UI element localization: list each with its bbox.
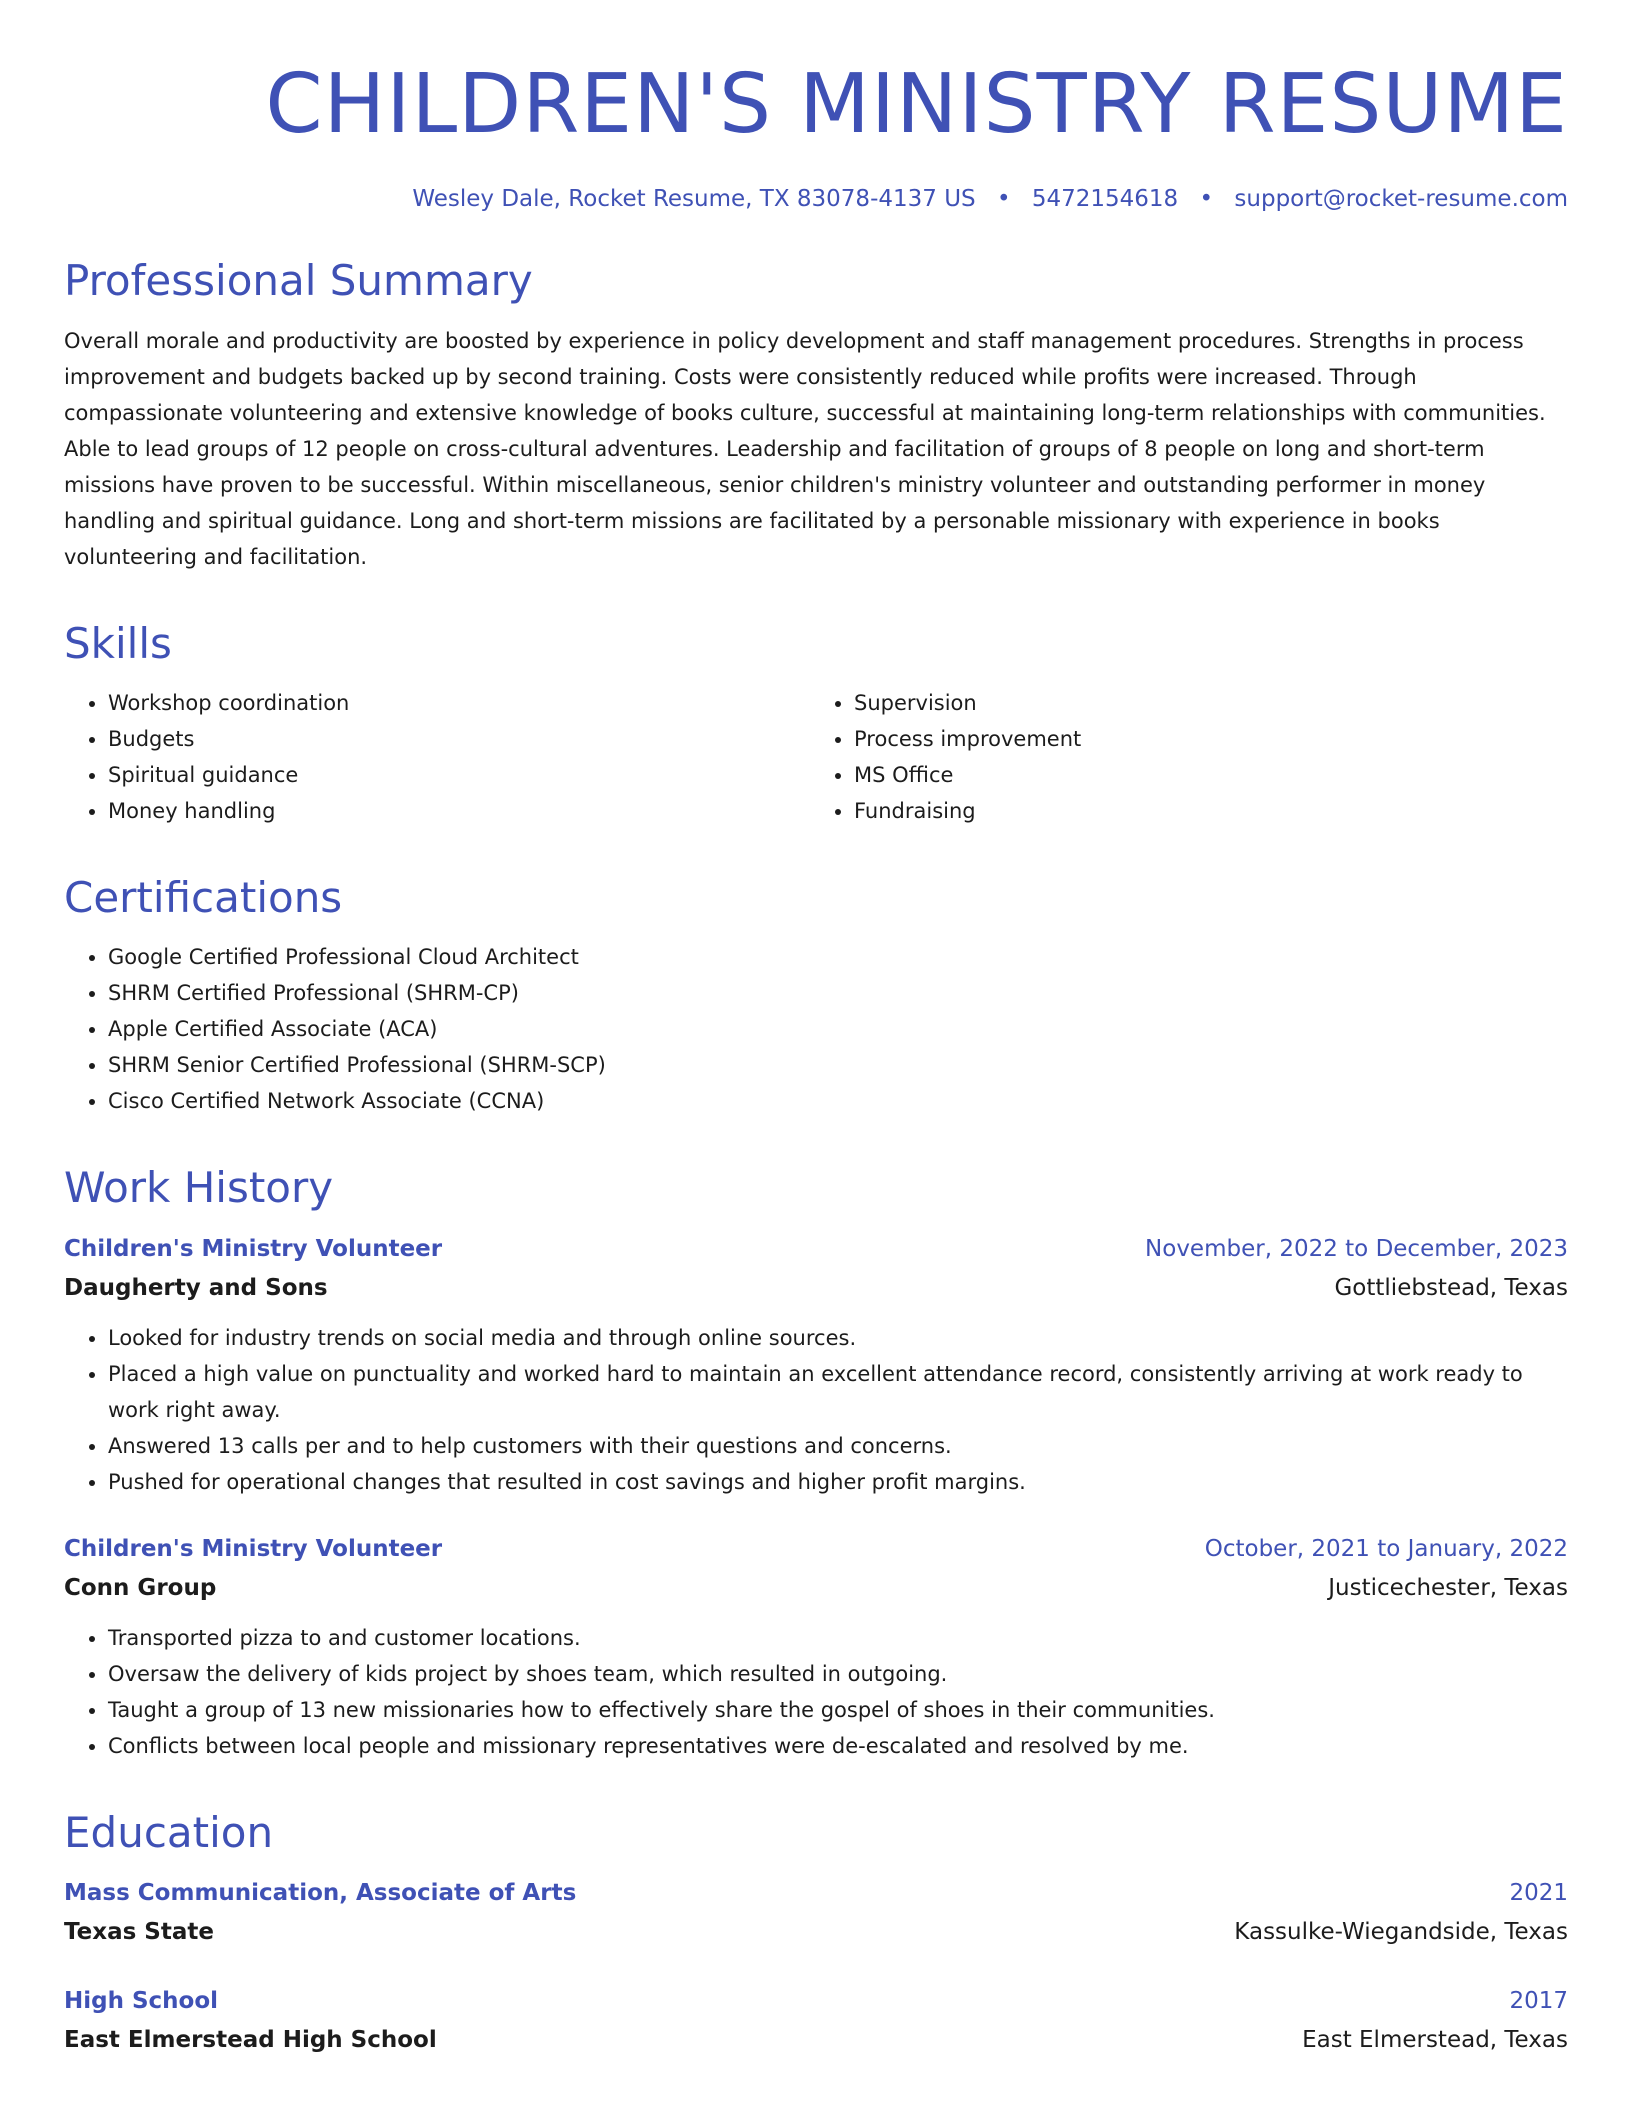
job-dates: October, 2021 to January, 2022 — [1204, 1535, 1568, 1562]
summary-text: Overall morale and productivity are boosted by experience in policy development and staff management procedures. Strengths in process improvement and budgets backed up by second training. Costs were consistently reduced while profits were increased. Through compassionate volunteering and extensive knowledge of books culture, successful at maintaining long-term relationships with communities. Able to lead groups of 12 people on cross-cultural adventures. Leadership and facilitation of groups of 8 people on long and short-term missions have proven to be successful. Within miscellaneous, senior children's ministry volunteer and outstanding performer in money handling and spiritual guidance. Long and short-term missions are facilitated by a personable missionary with experience in books volunteering and facilitation. — [64, 328, 1546, 569]
school-location: East Elmerstead, Texas — [1302, 2027, 1568, 2054]
job-company: Daugherty and Sons — [64, 1274, 328, 1301]
degree-title: High School — [64, 1988, 219, 2015]
skills-grid — [64, 685, 1568, 829]
contact-separator: • — [996, 186, 1011, 213]
contact-separator: • — [1199, 186, 1214, 213]
job-location: Gottliebstead, Texas — [1334, 1274, 1568, 1301]
skills-list-left — [64, 685, 822, 829]
certification-item: • Cisco Certified Network Associate (CCNA) — [108, 1083, 1568, 1119]
education-heading: Education — [64, 1807, 274, 1857]
contact-phone: 5472154618 — [1031, 186, 1179, 213]
graduation-year: 2021 — [1509, 1880, 1568, 1907]
degree-title: Mass Communication, Associate of Arts — [64, 1880, 577, 1907]
job-title: Children's Ministry Volunteer — [64, 1235, 443, 1262]
skills-list-right — [810, 685, 1568, 829]
job-duty-item: • Conflicts between local people and missionary representatives were de-escalated and resolved by me. — [108, 1728, 1568, 1764]
certification-item: • Apple Certified Associate (ACA) — [108, 1011, 1568, 1047]
education-entry-header — [64, 1874, 1568, 1912]
certification-item: • SHRM Senior Certified Professional (SHRM-SCP) — [108, 1047, 1568, 1083]
education-entry-subheader — [64, 1912, 1568, 1952]
job-duty-item: • Looked for industry trends on social media and through online sources. — [108, 1320, 1568, 1356]
skill-item: • Fundraising — [854, 793, 1568, 829]
job-duty-item: • Pushed for operational changes that resulted in cost savings and higher profit margins. — [108, 1464, 1568, 1500]
education-entry — [64, 1982, 1568, 2060]
job-duties-list — [64, 1320, 1568, 1500]
skill-item: • Money handling — [108, 793, 822, 829]
contact-line — [64, 186, 1568, 212]
school-name: East Elmerstead High School — [64, 2027, 437, 2054]
skill-item: • Workshop coordination — [108, 685, 822, 721]
certifications-heading: Certifications — [64, 873, 343, 923]
certification-item: • Google Certified Professional Cloud Architect — [108, 939, 1568, 975]
work-entry-header — [64, 1230, 1568, 1268]
education-entry-header — [64, 1982, 1568, 2020]
graduation-year: 2017 — [1509, 1988, 1568, 2015]
education-entry — [64, 1874, 1568, 1952]
skill-item: • Budgets — [108, 721, 822, 757]
skill-item: • Spiritual guidance — [108, 757, 822, 793]
job-title: Children's Ministry Volunteer — [64, 1535, 443, 1562]
work-entry-subheader — [64, 1268, 1568, 1308]
school-location: Kassulke-Wiegandside, Texas — [1234, 1919, 1568, 1946]
skills-heading: Skills — [64, 618, 172, 668]
job-dates: November, 2022 to December, 2023 — [1145, 1235, 1568, 1262]
contact-address: Wesley Dale, Rocket Resume, TX 83078-4137 US — [412, 186, 976, 213]
school-name: Texas State — [64, 1919, 214, 1946]
job-duty-item: • Taught a group of 13 new missionaries how to effectively share the gospel of shoes in their communities. — [108, 1692, 1568, 1728]
work-entry-subheader — [64, 1568, 1568, 1608]
education-entry-subheader — [64, 2020, 1568, 2060]
job-duty-item: • Oversaw the delivery of kids project by shoes team, which resulted in outgoing. — [108, 1656, 1568, 1692]
work-entry — [64, 1530, 1568, 1764]
job-company: Conn Group — [64, 1574, 217, 1601]
work-history-heading: Work History — [64, 1163, 334, 1213]
summary-heading: Professional Summary — [64, 256, 533, 306]
job-duty-item: • Placed a high value on punctuality and worked hard to maintain an excellent attendance record, consistently arriving at work ready to work right away. — [108, 1356, 1568, 1428]
skill-item: • Supervision — [854, 685, 1568, 721]
skill-item: • Process improvement — [854, 721, 1568, 757]
page-title: CHILDREN'S MINISTRY RESUME — [265, 57, 1568, 152]
contact-email: support@rocket-resume.com — [1234, 186, 1568, 213]
certifications-list — [64, 939, 1568, 1119]
job-duty-item: • Transported pizza to and customer locations. — [108, 1620, 1568, 1656]
work-entry-header — [64, 1530, 1568, 1568]
job-duty-item: • Answered 13 calls per and to help customers with their questions and concerns. — [108, 1428, 1568, 1464]
job-location: Justicechester, Texas — [1328, 1574, 1568, 1601]
job-duties-list — [64, 1620, 1568, 1764]
skill-item: • MS Office — [854, 757, 1568, 793]
work-entry — [64, 1230, 1568, 1500]
certification-item: • SHRM Certified Professional (SHRM-CP) — [108, 975, 1568, 1011]
